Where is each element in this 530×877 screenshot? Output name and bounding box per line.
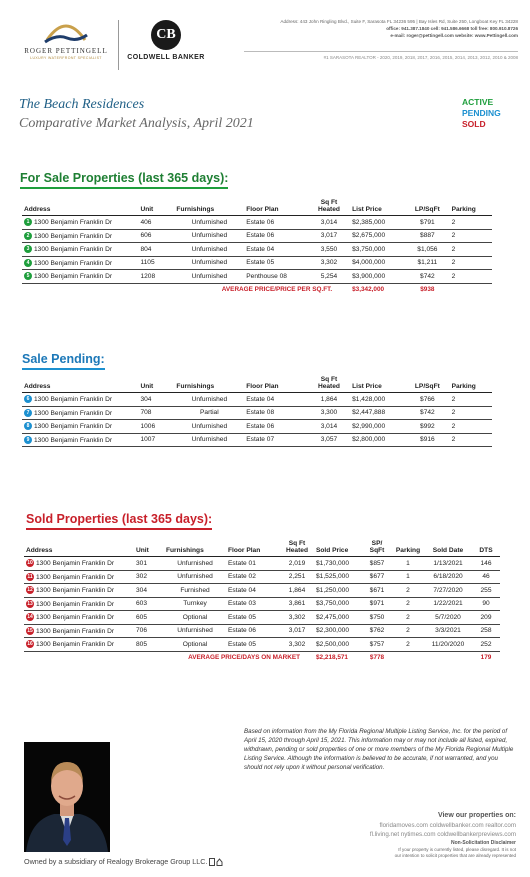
- parking-cell: 2: [392, 611, 424, 625]
- furnishings-cell: Unfurnished: [174, 420, 244, 434]
- address-cell: [22, 433, 138, 447]
- floor-plan-cell: Estate 02: [226, 570, 280, 584]
- dts-cell: 258: [472, 624, 500, 638]
- sold-date-cell: 5/7/2020: [424, 611, 472, 625]
- sites-line-2: fl.living.net nytimes.com coldwellbankerpreviews.com: [369, 831, 516, 838]
- non-solicitation-text: [286, 847, 516, 859]
- floor-plan-cell: Estate 06: [244, 420, 308, 434]
- per-sqft-cell: $671: [362, 584, 392, 598]
- listing-number-badge: 7: [24, 409, 32, 417]
- floor-plan-cell: Estate 03: [226, 597, 280, 611]
- parking-cell: 2: [450, 420, 492, 434]
- sold-average-row: [24, 651, 500, 663]
- furnishings-cell: Unfurnished: [174, 229, 244, 243]
- sqft-cell: 1,864: [280, 584, 314, 598]
- table-row: [24, 557, 500, 571]
- price-cell: $2,990,000: [350, 420, 405, 434]
- address-cell: [24, 597, 134, 611]
- per-sqft-cell: $992: [405, 420, 449, 434]
- cb-seal-icon: [151, 20, 181, 50]
- beach-sunset-icon: [43, 18, 89, 44]
- table-header-row: [24, 540, 500, 557]
- property-sites: [256, 821, 516, 839]
- table-row: [22, 420, 492, 434]
- furnishings-cell: Unfurnished: [174, 243, 244, 257]
- avg-per-sqft: $938: [420, 285, 435, 293]
- listing-number-badge: 3: [24, 245, 32, 253]
- sqft-cell: 3,302: [308, 256, 350, 270]
- address-cell: [24, 570, 134, 584]
- col-furnishings: Furnishings: [164, 540, 226, 557]
- sold-rows: [24, 557, 500, 652]
- sqft-cell: 3,861: [280, 597, 314, 611]
- header-divider: [244, 51, 518, 52]
- unit-cell: 406: [138, 216, 174, 230]
- legend-sold: SOLD: [462, 119, 486, 129]
- sold-date-cell: 7/27/2020: [424, 584, 472, 598]
- pending-table: [22, 376, 492, 447]
- sqft-cell: 3,300: [308, 406, 350, 420]
- address-text: 1300 Benjamin Franklin Dr: [36, 641, 115, 648]
- avg-dts: 179: [480, 653, 492, 661]
- dts-cell: 255: [472, 584, 500, 598]
- sold-date-cell: 6/18/2020: [424, 570, 472, 584]
- parking-cell: 2: [450, 229, 492, 243]
- table-header-row: [22, 376, 492, 393]
- dts-cell: 209: [472, 611, 500, 625]
- floor-plan-cell: Estate 08: [244, 406, 308, 420]
- furnishings-cell: Unfurnished: [164, 557, 226, 571]
- price-cell: $3,750,000: [350, 243, 405, 257]
- avg-empty: [424, 651, 472, 663]
- furnishings-cell: Optional: [164, 611, 226, 625]
- view-properties-heading: View our properties on:: [437, 812, 516, 819]
- equal-housing-icon: [209, 858, 223, 866]
- listing-number-badge: 12: [27, 587, 33, 594]
- sqft-cell: 3,017: [308, 229, 350, 243]
- contact-web: e-mail: roger@pettingell.com website: www.Pettingell.com: [390, 33, 518, 38]
- unit-cell: 1105: [138, 256, 174, 270]
- price-cell: $2,500,000: [314, 638, 362, 652]
- address-cell: [22, 229, 138, 243]
- col-parking: Parking: [392, 540, 424, 557]
- address-text: 1300 Benjamin Franklin Dr: [36, 627, 115, 635]
- price-cell: $2,447,888: [350, 406, 405, 420]
- listing-number-badge: 9: [24, 436, 32, 444]
- col-per-sqft: LP/SqFt: [405, 199, 449, 216]
- parking-cell: 1: [392, 557, 424, 571]
- cb-name: COLDWELL BANKER: [127, 54, 205, 61]
- price-cell: $2,475,000: [314, 611, 362, 625]
- brand-tagline: LUXURY WATERFRONT SPECIALIST: [30, 56, 102, 60]
- address-text: 1300 Benjamin Franklin Dr: [36, 573, 115, 581]
- price-cell: $4,000,000: [350, 256, 405, 270]
- table-row: [24, 611, 500, 625]
- col-address: Address: [24, 540, 134, 557]
- address-cell: [22, 406, 138, 420]
- listing-number-badge: 15: [27, 627, 33, 634]
- address-cell: [24, 584, 134, 598]
- sites-line-1: floridamoves.com coldwellbanker.com realtor.com: [379, 822, 516, 829]
- col-unit: Unit: [138, 199, 174, 216]
- per-sqft-cell: $916: [405, 433, 449, 447]
- for-sale-average-row: [22, 283, 492, 295]
- table-row: [22, 393, 492, 407]
- address-cell: [22, 256, 138, 270]
- floor-plan-cell: Estate 07: [244, 433, 308, 447]
- sqft-cell: 3,057: [308, 433, 350, 447]
- unit-cell: 706: [134, 624, 164, 638]
- page-header: [0, 0, 530, 90]
- listing-number-badge: 16: [27, 641, 33, 648]
- sqft-cell: 5,254: [308, 270, 350, 284]
- listing-number-badge: 10: [27, 560, 33, 567]
- unit-cell: 301: [134, 557, 164, 571]
- furnishings-cell: Unfurnished: [174, 216, 244, 230]
- parking-cell: 2: [450, 433, 492, 447]
- roger-pettingell-logo: [20, 18, 112, 70]
- avg-per-sqft: $778: [369, 653, 385, 661]
- col-dts: DTS: [472, 540, 500, 557]
- property-title: The Beach Residences: [19, 97, 145, 112]
- listing-number-badge: 5: [24, 272, 32, 280]
- listing-number-badge: 4: [24, 259, 32, 267]
- address-cell: [24, 624, 134, 638]
- parking-cell: 2: [450, 256, 492, 270]
- address-cell: [24, 638, 134, 652]
- brand-name: ROGER PETTINGELL: [24, 47, 108, 55]
- dts-cell: 146: [472, 557, 500, 571]
- sqft-cell: 3,014: [308, 420, 350, 434]
- unit-cell: 606: [138, 229, 174, 243]
- sold-date-cell: 1/22/2021: [424, 597, 472, 611]
- unit-cell: 1007: [138, 433, 174, 447]
- furnishings-cell: Unfurnished: [174, 393, 244, 407]
- pending-heading: Sale Pending:: [22, 352, 105, 370]
- contact-info: [218, 18, 518, 39]
- parking-cell: 1: [392, 570, 424, 584]
- table-row: [24, 570, 500, 584]
- parking-cell: 2: [450, 216, 492, 230]
- address-cell: [22, 216, 138, 230]
- address-cell: [22, 393, 138, 407]
- per-sqft-cell: $757: [362, 638, 392, 652]
- table-row: [22, 433, 492, 447]
- unit-cell: 1208: [138, 270, 174, 284]
- table-row: [24, 624, 500, 638]
- col-price: Sold Price: [314, 540, 362, 557]
- listing-number-badge: 13: [27, 600, 33, 607]
- floor-plan-cell: Estate 06: [226, 624, 280, 638]
- furnishings-cell: Unfurnished: [174, 256, 244, 270]
- col-furnishings: Furnishings: [174, 376, 244, 393]
- avg-empty: [450, 283, 492, 295]
- sqft-cell: 3,017: [280, 624, 314, 638]
- for-sale-heading: For Sale Properties (last 365 days):: [20, 171, 228, 189]
- dts-cell: 46: [472, 570, 500, 584]
- table-row: [22, 229, 492, 243]
- agent-photo: [24, 742, 110, 852]
- listing-number-badge: 11: [27, 573, 33, 580]
- col-floor-plan: Floor Plan: [226, 540, 280, 557]
- price-cell: $1,428,000: [350, 393, 405, 407]
- address-text: 1300 Benjamin Franklin Dr: [34, 246, 113, 253]
- unit-cell: 605: [134, 611, 164, 625]
- price-cell: $2,675,000: [350, 229, 405, 243]
- price-cell: $2,800,000: [350, 433, 405, 447]
- coldwell-banker-logo: [124, 20, 208, 61]
- table-row: [22, 216, 492, 230]
- floor-plan-cell: Estate 04: [226, 584, 280, 598]
- furnishings-cell: Unfurnished: [174, 270, 244, 284]
- price-cell: $3,900,000: [350, 270, 405, 284]
- table-row: [24, 638, 500, 652]
- per-sqft-cell: $1,056: [405, 243, 449, 257]
- col-per-sqft: SP/ SqFt: [362, 540, 392, 557]
- col-sold-date: Sold Date: [424, 540, 472, 557]
- parking-cell: 2: [450, 393, 492, 407]
- furnishings-cell: Optional: [164, 638, 226, 652]
- parking-cell: 2: [450, 406, 492, 420]
- floor-plan-cell: Estate 01: [226, 557, 280, 571]
- per-sqft-cell: $1,211: [405, 256, 449, 270]
- address-text: 1300 Benjamin Franklin Dr: [34, 409, 113, 417]
- parking-cell: 2: [392, 597, 424, 611]
- floor-plan-cell: Estate 04: [244, 243, 308, 257]
- col-floor-plan: Floor Plan: [244, 376, 308, 393]
- contact-phones: office: 941.387.1840 cell: 941.586.6668 toll free: 800.910.8726: [386, 26, 518, 31]
- address-text: 1300 Benjamin Franklin Dr: [34, 232, 113, 240]
- unit-cell: 603: [134, 597, 164, 611]
- table-row: [22, 406, 492, 420]
- parking-cell: 2: [450, 270, 492, 284]
- avg-label: AVERAGE PRICE/DAYS ON MARKET: [188, 653, 300, 661]
- col-sqft: Sq Ft Heated: [308, 199, 350, 216]
- address-cell: [24, 557, 134, 571]
- table-row: [22, 243, 492, 257]
- logo-divider: [118, 20, 119, 70]
- address-text: 1300 Benjamin Franklin Dr: [34, 259, 113, 267]
- price-cell: $1,730,000: [314, 557, 362, 571]
- sqft-cell: 3,014: [308, 216, 350, 230]
- address-text: 1300 Benjamin Franklin Dr: [34, 436, 113, 444]
- cb-seal-text: CB: [156, 27, 176, 42]
- avg-price: $3,342,000: [352, 285, 385, 293]
- unit-cell: 304: [134, 584, 164, 598]
- sqft-cell: 2,019: [280, 557, 314, 571]
- sqft-cell: 3,302: [280, 638, 314, 652]
- dts-cell: 90: [472, 597, 500, 611]
- address-text: 1300 Benjamin Franklin Dr: [34, 273, 113, 280]
- non-solicitation-line-2: our intention to solicit properties that are already represented: [394, 853, 516, 858]
- non-solicitation-title: Non-Solicitation Disclaimer: [450, 840, 516, 846]
- col-furnishings: Furnishings: [174, 199, 244, 216]
- unit-cell: 804: [138, 243, 174, 257]
- furnishings-cell: Unfurnished: [174, 433, 244, 447]
- sold-heading: Sold Properties (last 365 days):: [26, 512, 212, 530]
- per-sqft-cell: $791: [405, 216, 449, 230]
- furnishings-cell: Partial: [174, 406, 244, 420]
- per-sqft-cell: $887: [405, 229, 449, 243]
- col-price: List Price: [350, 376, 405, 393]
- col-unit: Unit: [138, 376, 174, 393]
- price-cell: $3,750,000: [314, 597, 362, 611]
- mls-disclaimer: Based on information from the My Florida Regional Multiple Listing Service, Inc. for the period of April 15, 2020 through April 15, 2021. This information may or may not include all listed, expired, withdrawn, pending or sold properties of one or more members of the My Florida Regional Multiple Listing Service. Although the information is believed to be accurate, if not warranted, and you should not rely upon it without personal verification.: [244, 728, 514, 771]
- legend-active: ACTIVE: [462, 97, 494, 107]
- address-cell: [22, 243, 138, 257]
- table-header-row: [22, 199, 492, 216]
- unit-cell: 302: [134, 570, 164, 584]
- listing-number-badge: 2: [24, 232, 32, 240]
- address-text: 1300 Benjamin Franklin Dr: [36, 587, 115, 594]
- col-address: Address: [22, 376, 138, 393]
- col-unit: Unit: [134, 540, 164, 557]
- legend-pending: PENDING: [462, 108, 501, 118]
- col-per-sqft: LP/SqFt: [405, 376, 449, 393]
- sqft-cell: 3,550: [308, 243, 350, 257]
- owned-text: Owned by a subsidiary of Realogy Brokerage Group LLC.: [24, 857, 208, 866]
- per-sqft-cell: $742: [405, 270, 449, 284]
- parking-cell: 2: [450, 243, 492, 257]
- address-cell: [22, 270, 138, 284]
- address-text: 1300 Benjamin Franklin Dr: [34, 423, 113, 430]
- address-cell: [24, 611, 134, 625]
- per-sqft-cell: $857: [362, 557, 392, 571]
- report-title: Comparative Market Analysis, April 2021: [19, 116, 254, 131]
- floor-plan-cell: Estate 05: [244, 256, 308, 270]
- floor-plan-cell: Estate 06: [244, 216, 308, 230]
- floor-plan-cell: Estate 06: [244, 229, 308, 243]
- parking-cell: 2: [392, 624, 424, 638]
- col-parking: Parking: [450, 376, 492, 393]
- listing-number-badge: 14: [27, 614, 33, 621]
- awards-line: #1 SARASOTA REALTOR - 2020, 2019, 2018, 2017, 2016, 2015, 2014, 2013, 2012, 2010 & 2008: [323, 55, 518, 60]
- col-sqft: Sq Ft Heated: [308, 376, 350, 393]
- col-floor-plan: Floor Plan: [244, 199, 308, 216]
- listing-number-badge: 8: [24, 422, 32, 430]
- furnishings-cell: Unfurnished: [164, 624, 226, 638]
- unit-cell: 708: [138, 406, 174, 420]
- address-cell: [22, 420, 138, 434]
- sold-date-cell: 3/3/2021: [424, 624, 472, 638]
- col-sqft: Sq Ft Heated: [280, 540, 314, 557]
- agent-portrait-icon: [24, 742, 110, 852]
- price-cell: $1,525,000: [314, 570, 362, 584]
- per-sqft-cell: $762: [362, 624, 392, 638]
- col-address: Address: [22, 199, 138, 216]
- price-cell: $2,300,000: [314, 624, 362, 638]
- price-cell: $1,250,000: [314, 584, 362, 598]
- floor-plan-cell: Penthouse 08: [244, 270, 308, 284]
- price-cell: $2,385,000: [350, 216, 405, 230]
- floor-plan-cell: Estate 04: [244, 393, 308, 407]
- address-text: 1300 Benjamin Franklin Dr: [36, 600, 115, 608]
- avg-empty: [392, 651, 424, 663]
- furnishings-cell: Unfurnished: [164, 570, 226, 584]
- furnishings-cell: Furnished: [164, 584, 226, 598]
- floor-plan-cell: Estate 05: [226, 611, 280, 625]
- furnishings-cell: Turnkey: [164, 597, 226, 611]
- address-text: 1300 Benjamin Franklin Dr: [36, 560, 115, 567]
- unit-cell: 1006: [138, 420, 174, 434]
- col-parking: Parking: [450, 199, 492, 216]
- address-text: 1300 Benjamin Franklin Dr: [36, 614, 115, 621]
- status-legend: [462, 97, 501, 130]
- sqft-cell: 2,251: [280, 570, 314, 584]
- avg-price: $2,218,571: [316, 653, 348, 661]
- owned-by-note: [24, 857, 223, 866]
- sqft-cell: 3,302: [280, 611, 314, 625]
- pending-rows: [22, 393, 492, 447]
- table-row: [22, 270, 492, 284]
- sold-date-cell: 1/13/2021: [424, 557, 472, 571]
- col-price: List Price: [350, 199, 405, 216]
- sold-date-cell: 11/20/2020: [424, 638, 472, 652]
- dts-cell: 252: [472, 638, 500, 652]
- per-sqft-cell: $677: [362, 570, 392, 584]
- for-sale-rows: [22, 216, 492, 284]
- contact-address: Address: 443 John Ringling Blvd., Suite F, Sarasota FL 34236 595 | Bay Isles Rd, Suite 250, Longboat Key FL 34228: [280, 19, 518, 24]
- avg-label: AVERAGE PRICE/PRICE PER SQ.FT.: [221, 285, 333, 293]
- per-sqft-cell: $766: [405, 393, 449, 407]
- listing-number-badge: 6: [24, 395, 32, 403]
- per-sqft-cell: $742: [405, 406, 449, 420]
- parking-cell: 2: [392, 584, 424, 598]
- table-row: [24, 584, 500, 598]
- for-sale-table: [22, 199, 492, 295]
- per-sqft-cell: $971: [362, 597, 392, 611]
- listing-number-badge: 1: [24, 218, 32, 226]
- non-solicitation-line-1: If your property is currently listed, please disregard. It is not: [398, 847, 516, 852]
- parking-cell: 2: [392, 638, 424, 652]
- address-text: 1300 Benjamin Franklin Dr: [34, 396, 113, 403]
- address-text: 1300 Benjamin Franklin Dr: [34, 219, 113, 226]
- table-row: [24, 597, 500, 611]
- unit-cell: 304: [138, 393, 174, 407]
- floor-plan-cell: Estate 05: [226, 638, 280, 652]
- per-sqft-cell: $750: [362, 611, 392, 625]
- sold-table: [24, 540, 500, 663]
- table-row: [22, 256, 492, 270]
- unit-cell: 805: [134, 638, 164, 652]
- sqft-cell: 1,864: [308, 393, 350, 407]
